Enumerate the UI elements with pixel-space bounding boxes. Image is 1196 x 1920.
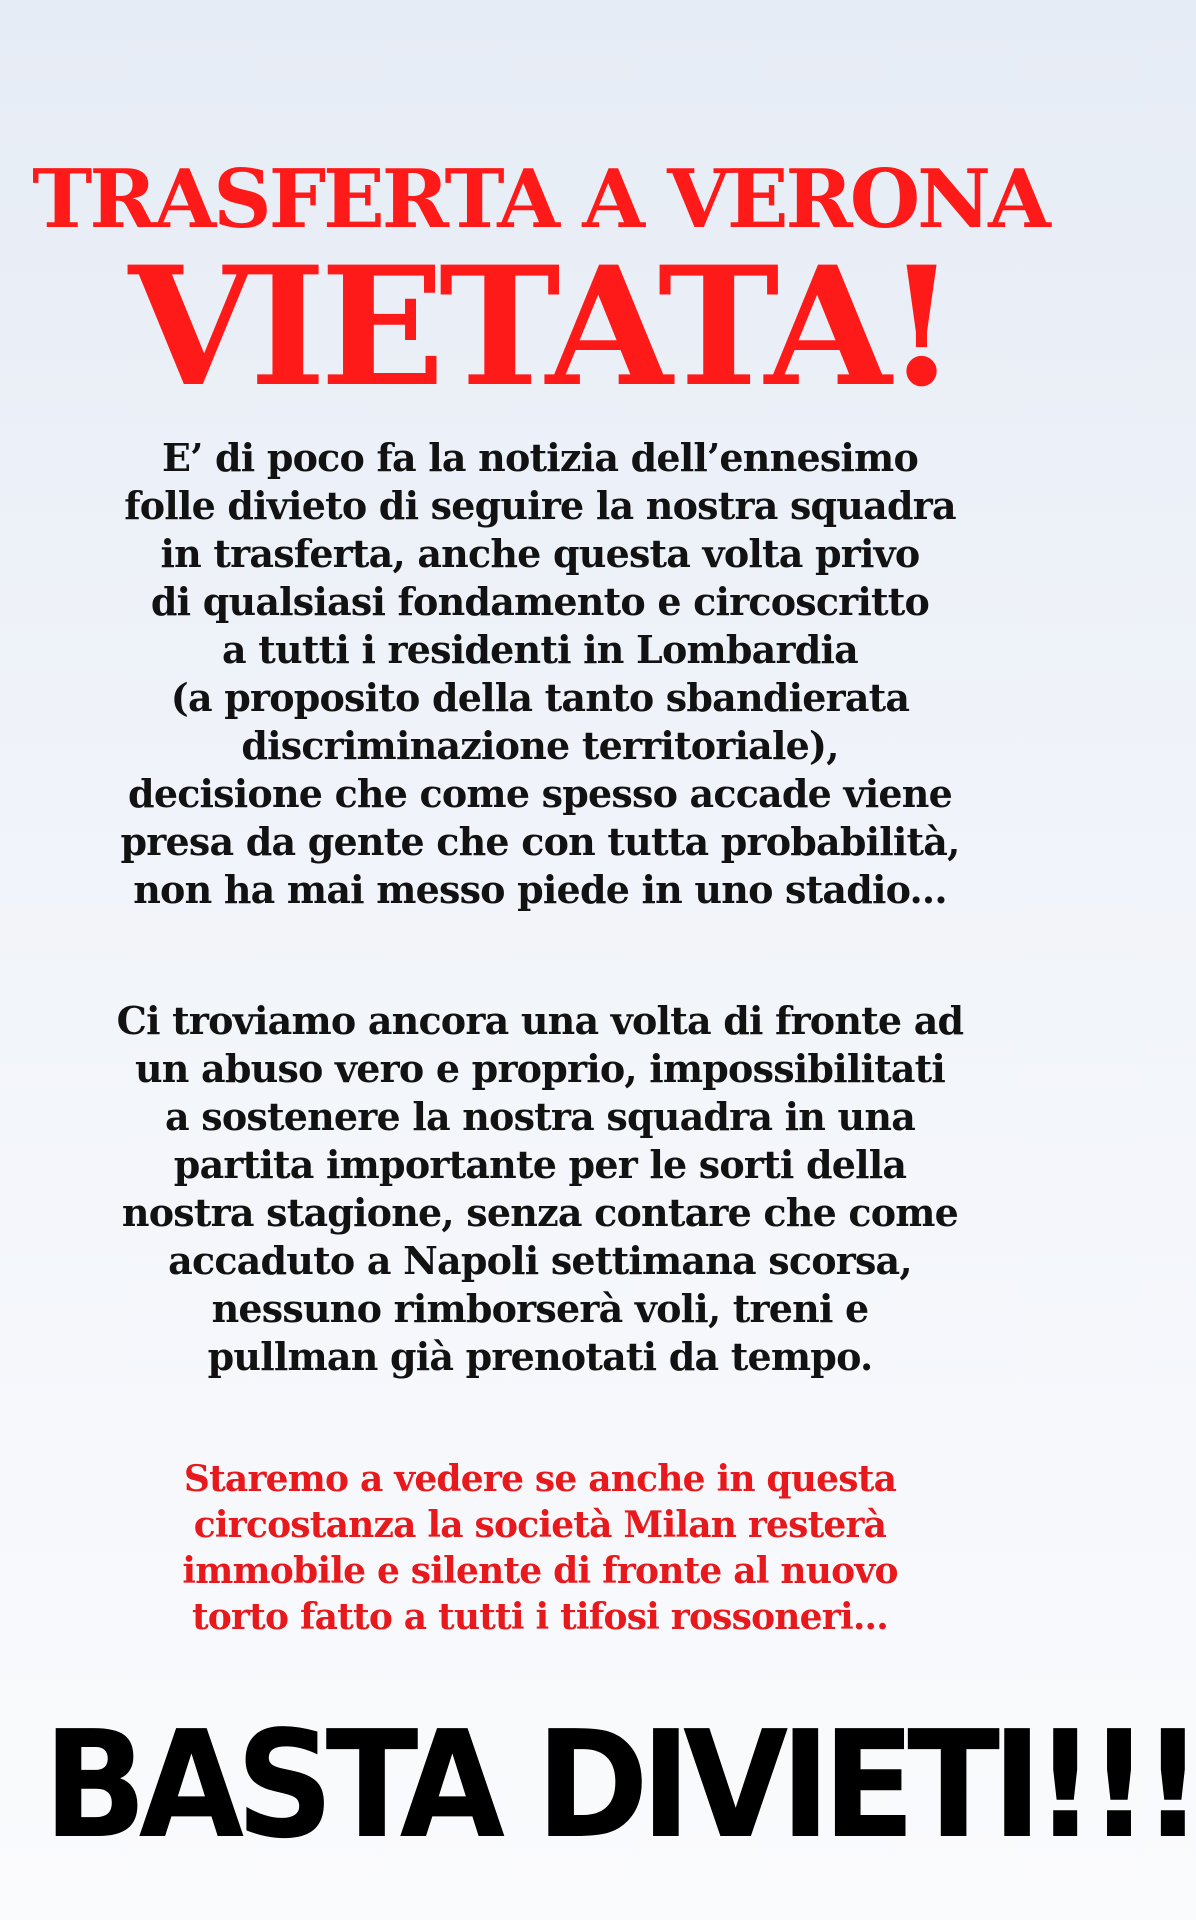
text-line: accaduto a Napoli settimana scorsa, [168,1238,912,1283]
paragraph-warning [40,1456,1040,1640]
text-line: pullman già prenotati da tempo. [207,1334,873,1379]
text-line: partita importante per le sorti della [173,1142,907,1187]
text-line: Ci troviamo ancora una volta di fronte ad [116,998,964,1043]
text-line: circostanza la società Milan resterà [193,1504,887,1546]
text-line: E’ di poco fa la notizia dell’ennesimo [161,435,919,480]
text-line: presa da gente che con tutta probabilità, [120,819,960,864]
paragraph-protest [40,997,1040,1381]
text-line: in trasferta, anche questa volta privo [160,531,920,576]
headline-top: TRASFERTA A VERONA [32,152,1048,247]
text-line: torto fatto a tutti i tifosi rossoneri... [191,1596,889,1638]
text-line: nostra stagione, senza contare che come [121,1190,959,1235]
text-line: Staremo a vedere se anche in questa [183,1458,897,1500]
text-line: (a proposito della tanto sbandierata [170,675,910,720]
slogan-footer: BASTA DIVIETI!!! [43,1699,1196,1871]
text-line: immobile e silente di fronte al nuovo [182,1550,898,1592]
text-line: a sostenere la nostra squadra in una [164,1094,916,1139]
text-line: discriminazione territoriale), [241,723,839,768]
text-line: folle divieto di seguire la nostra squadra [124,483,956,528]
text-line: un abuso vero e proprio, impossibilitati [134,1046,946,1091]
text-line: decisione che come spesso accade viene [128,771,952,816]
text-line: nessuno rimborserà voli, treni e [211,1286,869,1331]
headline-main: VIETATA! [128,230,952,423]
text-line: di qualsiasi fondamento e circoscritto [150,579,930,624]
text-line: a tutti i residenti in Lombardia [222,627,858,672]
text-line: non ha mai messo piede in uno stadio... [133,867,947,912]
paragraph-announcement [40,434,1040,914]
